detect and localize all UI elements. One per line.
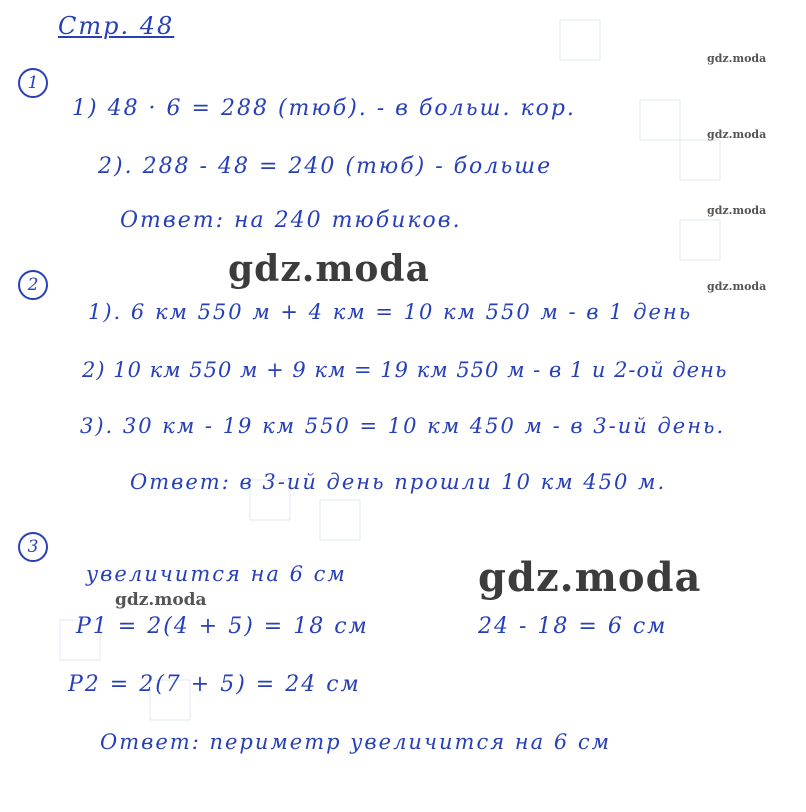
watermark-big-2: gdz.moda (478, 554, 702, 601)
task3-difference: 24 - 18 = 6 см (478, 614, 668, 639)
watermark-small-2: gdz.moda (707, 128, 767, 141)
watermark-small-3: gdz.moda (707, 204, 767, 217)
task2-line-3: 3). 30 км - 19 км 550 = 10 км 450 м - в 3-ий день. (80, 414, 726, 438)
page-label: Стр. 48 (58, 12, 175, 40)
task3-increase-line: увеличится на 6 см (86, 562, 347, 586)
task1-line-2: 2). 288 - 48 = 240 (тюб) - больше (98, 154, 553, 179)
task1-number: 1 (18, 68, 48, 98)
task1-line-1: 1) 48 · 6 = 288 (тюб). - в больш. кор. (72, 96, 576, 121)
task2-number: 2 (18, 270, 48, 300)
watermark-big-1: gdz.moda (228, 248, 430, 290)
watermark-small-4: gdz.moda (707, 280, 767, 293)
task3-answer: Ответ: периметр увеличится на 6 см (100, 730, 612, 754)
task1-answer: Ответ: на 240 тюбиков. (120, 208, 462, 233)
task2-answer: Ответ: в 3-ий день прошли 10 км 450 м. (130, 470, 667, 494)
task2-line-1: 1). 6 км 550 м + 4 км = 10 км 550 м - в 1 день (88, 300, 693, 324)
task3-perimeter-1: P1 = 2(4 + 5) = 18 см (76, 614, 369, 639)
task3-number: 3 (18, 532, 48, 562)
watermark-small-1: gdz.moda (707, 52, 767, 65)
watermark-small-5: gdz.moda (115, 590, 207, 610)
task3-perimeter-2: P2 = 2(7 + 5) = 24 см (68, 672, 361, 697)
task2-line-2: 2) 10 км 550 м + 9 км = 19 км 550 м - в 1 и 2-ой день (82, 358, 728, 382)
